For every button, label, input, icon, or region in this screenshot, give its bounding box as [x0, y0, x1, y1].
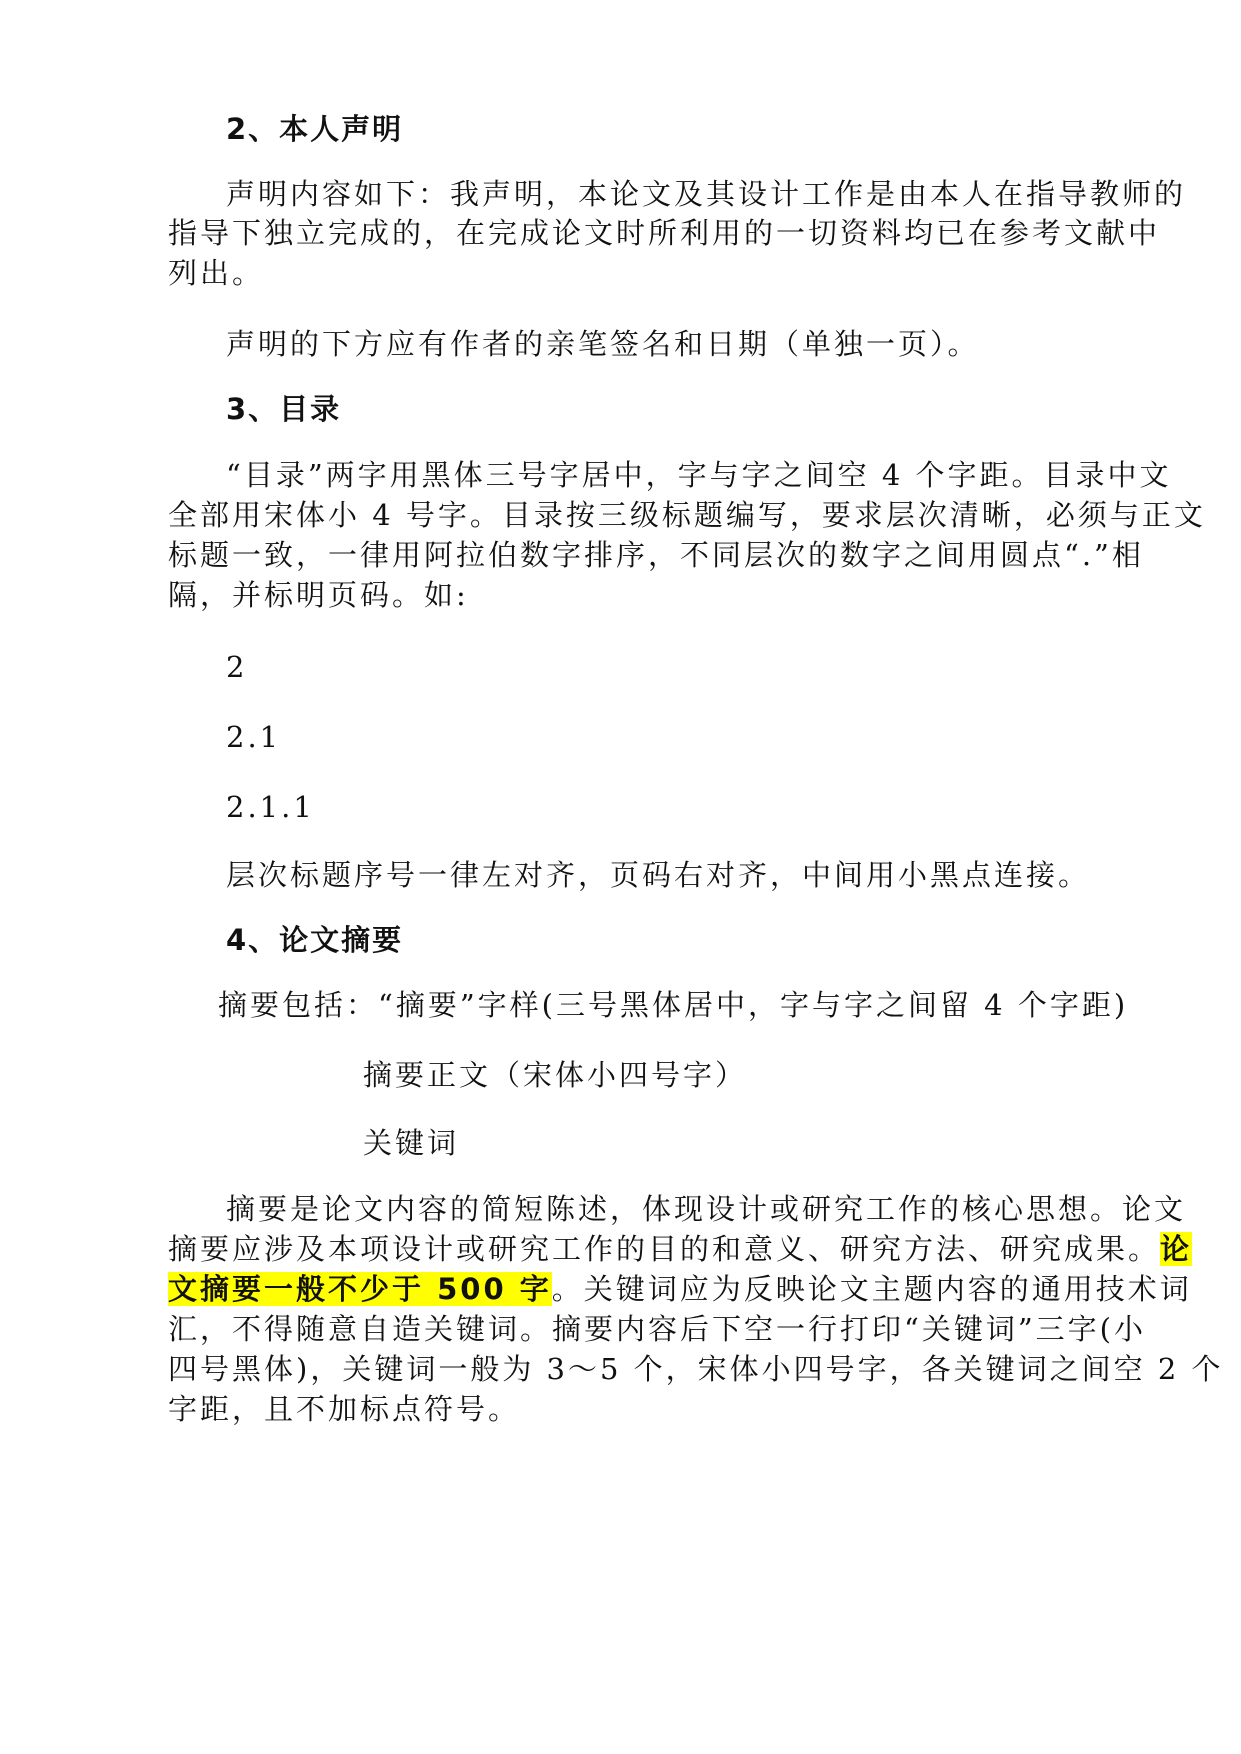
- section-4-heading: 4、论文摘要: [226, 923, 404, 957]
- highlight-min-length: 文摘要一般不少于 500 字: [168, 1272, 552, 1306]
- section-2-paragraph-line-1: 声明内容如下：我声明，本论文及其设计工作是由本人在指导教师的: [226, 177, 1187, 211]
- section-3-paragraph-line-4: 隔，并标明页码。如:: [168, 578, 469, 612]
- abstract-paragraph-line-3-text: 。关键词应为反映论文主题内容的通用技术词: [551, 1272, 1192, 1306]
- abstract-includes-item-body: 摘要正文（宋体小四号字）: [363, 1058, 748, 1092]
- section-2-signature-note: 声明的下方应有作者的亲笔签名和日期（单独一页）。: [226, 327, 980, 361]
- toc-example-level-3: 2.1.1: [226, 790, 315, 824]
- section-2-paragraph-line-3: 列出。: [168, 256, 265, 290]
- toc-example-level-2: 2.1: [226, 720, 282, 754]
- abstract-includes-item-keywords: 关键词: [363, 1126, 460, 1160]
- section-3-paragraph-line-3: 标题一致，一律用阿拉伯数字排序，不同层次的数字之间用圆点“.”相: [168, 538, 1144, 572]
- section-3-heading: 3、目录: [226, 392, 342, 426]
- section-3-paragraph-line-1: “目录”两字用黑体三号字居中，字与字之间空 4 个字距。目录中文: [226, 458, 1172, 492]
- section-2-paragraph-line-2: 指导下独立完成的，在完成论文时所利用的一切资料均已在参考文献中: [168, 216, 1161, 250]
- section-3-paragraph-line-2: 全部用宋体小 4 号字。目录按三级标题编写，要求层次清晰，必须与正文: [168, 498, 1206, 532]
- abstract-includes-line: 摘要包括：“摘要”字样(三号黑体居中，字与字之间留 4 个字距): [218, 988, 1129, 1022]
- section-2-heading: 2、本人声明: [226, 112, 404, 146]
- abstract-paragraph-line-1: 摘要是论文内容的简短陈述，体现设计或研究工作的核心思想。论文: [226, 1192, 1187, 1226]
- abstract-paragraph-line-5: 四号黑体)，关键词一般为 3～5 个，宋体小四号字，各关键词之间空 2 个: [168, 1352, 1224, 1386]
- abstract-paragraph-line-6: 字距，且不加标点符号。: [168, 1392, 521, 1426]
- toc-example-level-1: 2: [226, 650, 248, 684]
- section-3-alignment-note: 层次标题序号一律左对齐，页码右对齐，中间用小黑点连接。: [226, 858, 1091, 892]
- highlight-min-length-start: 论: [1160, 1232, 1193, 1266]
- abstract-paragraph-line-2-text: 摘要应涉及本项设计或研究工作的目的和意义、研究方法、研究成果。: [168, 1232, 1161, 1266]
- abstract-paragraph-line-4: 汇，不得随意自造关键词。摘要内容后下空一行打印“关键词”三字(小: [168, 1312, 1146, 1346]
- abstract-paragraph-line-3: [168, 1267, 1192, 1311]
- abstract-paragraph-line-2: [168, 1227, 1193, 1271]
